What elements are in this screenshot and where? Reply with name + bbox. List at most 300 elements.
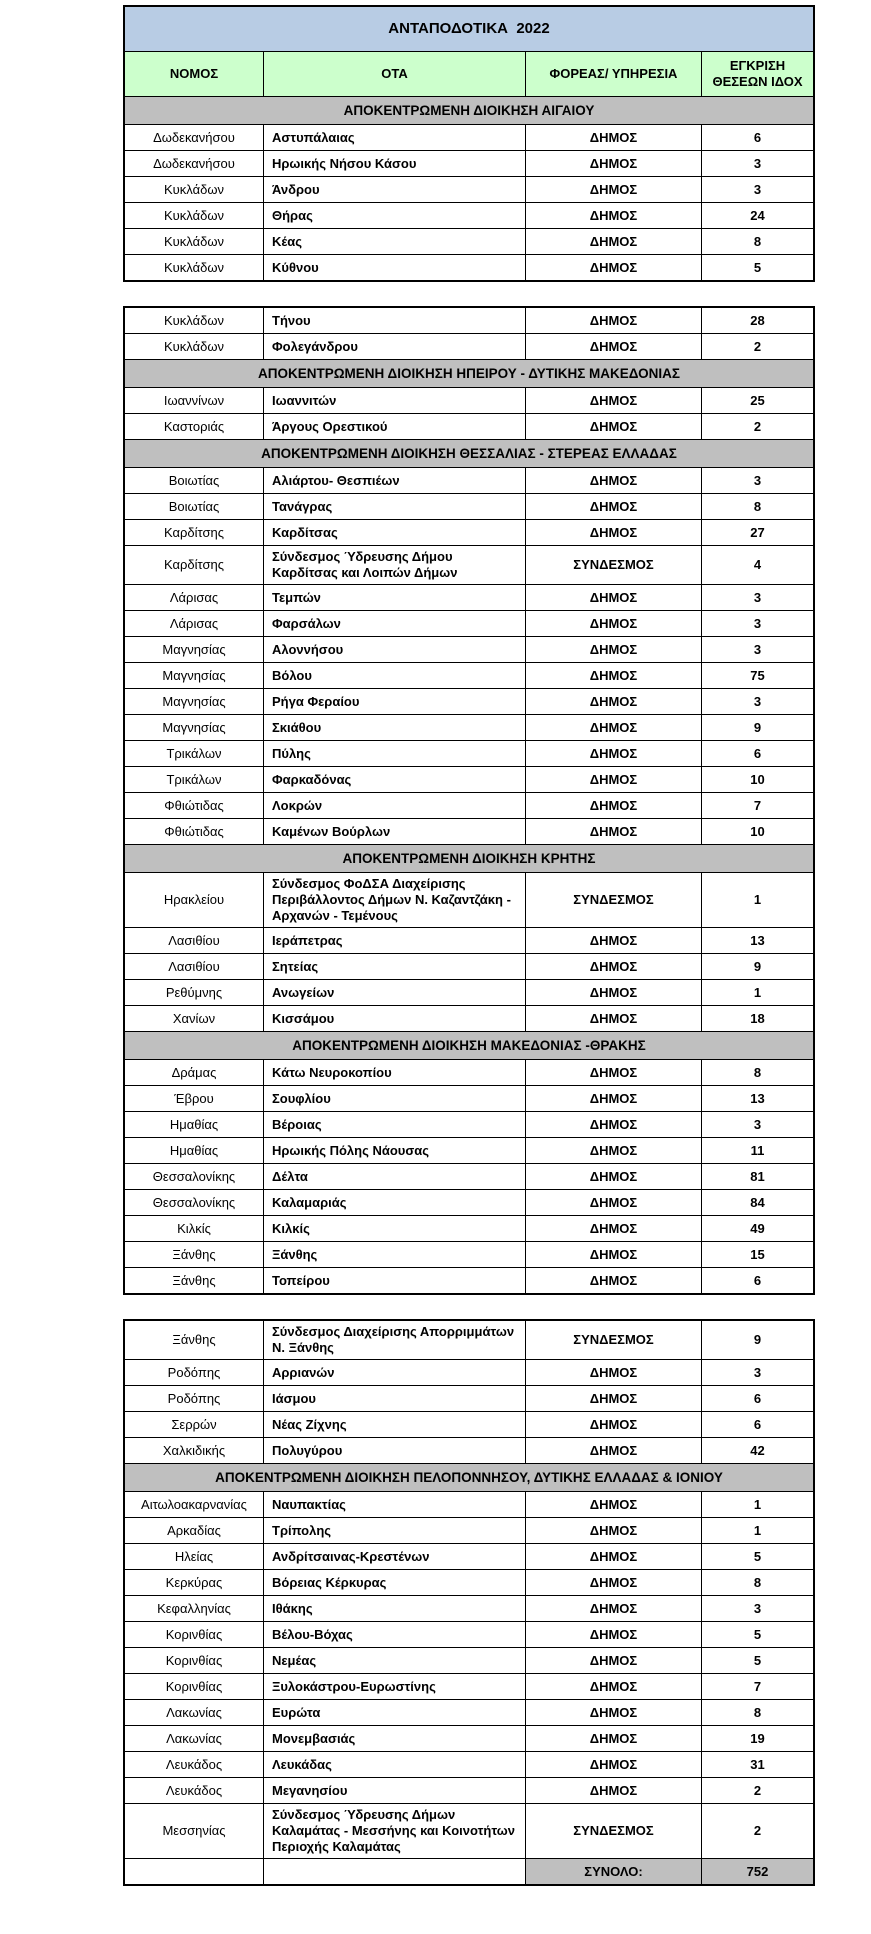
nomos-cell: Λάρισας [125, 585, 264, 610]
ota-cell: Φαρσάλων [264, 611, 526, 636]
ota-cell: Κάτω Νευροκοπίου [264, 1060, 526, 1085]
nomos-cell: Δωδεκανήσου [125, 125, 264, 150]
nomos-cell: Αιτωλοακαρνανίας [125, 1492, 264, 1517]
nomos-cell: Ιωαννίνων [125, 388, 264, 413]
ota-cell: Αστυπάλαιας [264, 125, 526, 150]
foreas-cell: ΔΗΜΟΣ [526, 1518, 702, 1543]
value-cell: 6 [753, 1272, 762, 1288]
ota-cell: Σύνδεσμος Ύδρευσης Δήμου Καρδίτσας και Λοιπών Δήμων [264, 546, 526, 584]
section-header-row [125, 439, 813, 467]
ota-cell: Μεγανησίου [264, 1778, 526, 1803]
section-header: ΑΠΟΚΕΝΤΡΩΜΕΝΗ ΔΙΟΙΚΗΣΗ ΗΠΕΙΡΟΥ - ΔΥΤΙΚΗΣ ΜΑΚΕΔΟΝΙΑΣ [125, 360, 813, 387]
nomos-cell: Τρικάλων [125, 741, 264, 766]
value-cell: 7 [753, 1678, 762, 1694]
foreas-cell: ΔΗΜΟΣ [526, 1596, 702, 1621]
foreas-cell: ΔΗΜΟΣ [526, 1648, 702, 1673]
foreas-cell: ΔΗΜΟΣ [526, 388, 702, 413]
foreas-cell: ΔΗΜΟΣ [526, 980, 702, 1005]
value-cell: 5 [753, 1626, 762, 1642]
nomos-cell: Έβρου [125, 1086, 264, 1111]
table-row [125, 714, 813, 740]
value-cell: 3 [753, 615, 762, 631]
ota-cell: Λευκάδας [264, 1752, 526, 1777]
nomos-cell: Κεφαλληνίας [125, 1596, 264, 1621]
table-row [125, 1569, 813, 1595]
total-empty-nomos-cell [125, 1859, 264, 1884]
foreas-cell: ΔΗΜΟΣ [526, 1360, 702, 1385]
value-cell: 13 [750, 932, 765, 948]
ota-cell: Νεμέας [264, 1648, 526, 1673]
ota-cell: Άργους Ορεστικού [264, 414, 526, 439]
table-row [125, 308, 813, 333]
ota-cell: Ανωγείων [264, 980, 526, 1005]
foreas-cell: ΔΗΜΟΣ [526, 1778, 702, 1803]
value-cell: 25 [750, 392, 765, 408]
ota-cell: Κύθνου [264, 255, 526, 280]
ota-cell: Σύνδεσμος Ύδρευσης Δήμων Καλαμάτας - Μεσσήνης και Κοινοτήτων Περιοχής Καλαμάτας [264, 1804, 526, 1858]
table-row [125, 818, 813, 844]
value-cell: 5 [753, 1652, 762, 1668]
value-cell: 3 [753, 155, 762, 171]
value-cell: 2 [753, 338, 762, 354]
total-label: ΣΥΝΟΛΟ: [526, 1859, 702, 1884]
foreas-cell: ΔΗΜΟΣ [526, 1570, 702, 1595]
value-cell: 1 [753, 1522, 762, 1538]
ota-cell: Ιεράπετρας [264, 928, 526, 953]
foreas-cell: ΔΗΜΟΣ [526, 1242, 702, 1267]
ota-cell: Καλαμαριάς [264, 1190, 526, 1215]
ota-cell: Νέας Ζίχνης [264, 1412, 526, 1437]
value-cell: 6 [753, 1416, 762, 1432]
foreas-cell: ΔΗΜΟΣ [526, 334, 702, 359]
table-row [125, 1517, 813, 1543]
ota-cell: Ανδρίτσαινας-Κρεστένων [264, 1544, 526, 1569]
table-row [125, 1803, 813, 1858]
table-row [125, 953, 813, 979]
table-row [125, 176, 813, 202]
table-row [125, 610, 813, 636]
foreas-cell: ΔΗΜΟΣ [526, 1700, 702, 1725]
table-row [125, 1411, 813, 1437]
foreas-cell: ΔΗΜΟΣ [526, 767, 702, 792]
ota-cell: Σύνδεσμος Διαχείρισης Απορριμμάτων Ν. Ξάνθης [264, 1321, 526, 1359]
nomos-cell: Ροδόπης [125, 1386, 264, 1411]
foreas-cell: ΔΗΜΟΣ [526, 229, 702, 254]
foreas-cell: ΔΗΜΟΣ [526, 1060, 702, 1085]
nomos-cell: Ηλείας [125, 1544, 264, 1569]
ota-cell: Βέλου-Βόχας [264, 1622, 526, 1647]
value-cell: 49 [750, 1220, 765, 1236]
value-cell: 28 [750, 312, 765, 328]
column-header-ota: ΟΤΑ [264, 52, 526, 96]
foreas-cell: ΔΗΜΟΣ [526, 1386, 702, 1411]
value-cell: 3 [753, 589, 762, 605]
page-break-gap-1 [123, 282, 815, 306]
section-header-row [125, 1031, 813, 1059]
value-cell: 24 [750, 207, 765, 223]
table-row [125, 1437, 813, 1463]
ota-cell: Σητείας [264, 954, 526, 979]
foreas-cell: ΔΗΜΟΣ [526, 1752, 702, 1777]
foreas-cell: ΔΗΜΟΣ [526, 414, 702, 439]
ota-cell: Ηρωικής Πόλης Νάουσας [264, 1138, 526, 1163]
table-row [125, 766, 813, 792]
nomos-cell: Μαγνησίας [125, 689, 264, 714]
foreas-cell: ΔΗΜΟΣ [526, 637, 702, 662]
table-row [125, 1267, 813, 1293]
foreas-cell: ΔΗΜΟΣ [526, 741, 702, 766]
table-row [125, 1543, 813, 1569]
value-cell: 5 [753, 1548, 762, 1564]
value-cell: 3 [753, 181, 762, 197]
foreas-cell: ΣΥΝΔΕΣΜΟΣ [526, 873, 702, 927]
value-cell: 31 [750, 1756, 765, 1772]
table-row [125, 740, 813, 766]
ota-cell: Κισσάμου [264, 1006, 526, 1031]
value-cell: 42 [750, 1442, 765, 1458]
value-cell: 8 [753, 498, 762, 514]
nomos-cell: Βοιωτίας [125, 468, 264, 493]
value-cell: 3 [753, 1600, 762, 1616]
ota-cell: Αλιάρτου- Θεσπιέων [264, 468, 526, 493]
table-row [125, 1085, 813, 1111]
foreas-cell: ΣΥΝΔΕΣΜΟΣ [526, 1321, 702, 1359]
ota-cell: Βέροιας [264, 1112, 526, 1137]
nomos-cell: Μαγνησίας [125, 663, 264, 688]
nomos-cell: Σερρών [125, 1412, 264, 1437]
table-row [125, 1491, 813, 1517]
value-cell: 1 [753, 984, 762, 1000]
value-cell: 11 [750, 1142, 765, 1158]
nomos-cell: Λακωνίας [125, 1700, 264, 1725]
table-row [125, 387, 813, 413]
ota-cell: Ιάσμου [264, 1386, 526, 1411]
nomos-cell: Καρδίτσης [125, 520, 264, 545]
foreas-cell: ΔΗΜΟΣ [526, 177, 702, 202]
ota-cell: Ξάνθης [264, 1242, 526, 1267]
table-row [125, 1359, 813, 1385]
table-row [125, 545, 813, 584]
table-row [125, 1321, 813, 1359]
nomos-cell: Ρεθύμνης [125, 980, 264, 1005]
value-cell: 8 [753, 1064, 762, 1080]
table-row [125, 927, 813, 953]
foreas-cell: ΔΗΜΟΣ [526, 663, 702, 688]
value-cell: 8 [753, 1704, 762, 1720]
foreas-cell: ΔΗΜΟΣ [526, 1190, 702, 1215]
ota-cell: Φαρκαδόνας [264, 767, 526, 792]
ota-cell: Ναυπακτίας [264, 1492, 526, 1517]
ota-cell: Λοκρών [264, 793, 526, 818]
value-cell: 7 [753, 797, 762, 813]
table-row [125, 1005, 813, 1031]
ota-cell: Τρίπολης [264, 1518, 526, 1543]
value-cell: 6 [753, 1390, 762, 1406]
foreas-cell: ΔΗΜΟΣ [526, 715, 702, 740]
nomos-cell: Μαγνησίας [125, 637, 264, 662]
table-row [125, 1725, 813, 1751]
ota-cell: Βόλου [264, 663, 526, 688]
foreas-cell: ΔΗΜΟΣ [526, 928, 702, 953]
ota-cell: Πύλης [264, 741, 526, 766]
value-cell: 8 [753, 1574, 762, 1590]
value-cell: 13 [750, 1090, 765, 1106]
ota-cell: Ηρωικής Νήσου Κάσου [264, 151, 526, 176]
ota-cell: Κιλκίς [264, 1216, 526, 1241]
nomos-cell: Ημαθίας [125, 1112, 264, 1137]
nomos-cell: Κυκλάδων [125, 229, 264, 254]
value-cell: 5 [753, 259, 762, 275]
nomos-cell: Κορινθίας [125, 1648, 264, 1673]
ota-cell: Τοπείρου [264, 1268, 526, 1293]
foreas-cell: ΔΗΜΟΣ [526, 819, 702, 844]
value-cell: 6 [753, 745, 762, 761]
foreas-cell: ΔΗΜΟΣ [526, 1268, 702, 1293]
nomos-cell: Ξάνθης [125, 1268, 264, 1293]
foreas-cell: ΔΗΜΟΣ [526, 1086, 702, 1111]
value-cell: 6 [753, 129, 762, 145]
ota-cell: Τεμπών [264, 585, 526, 610]
total-empty-ota-cell [264, 1859, 526, 1884]
column-header-row [125, 51, 813, 96]
table-row [125, 333, 813, 359]
foreas-cell: ΔΗΜΟΣ [526, 611, 702, 636]
nomos-cell: Λακωνίας [125, 1726, 264, 1751]
table-row [125, 979, 813, 1005]
foreas-cell: ΔΗΜΟΣ [526, 1112, 702, 1137]
value-cell: 8 [753, 233, 762, 249]
value-cell: 2 [753, 1823, 762, 1838]
ota-cell: Κέας [264, 229, 526, 254]
foreas-cell: ΔΗΜΟΣ [526, 520, 702, 545]
value-cell: 3 [753, 1116, 762, 1132]
table-row [125, 1241, 813, 1267]
ota-cell: Άνδρου [264, 177, 526, 202]
foreas-cell: ΔΗΜΟΣ [526, 1412, 702, 1437]
ota-cell: Ξυλοκάστρου-Ευρωστίνης [264, 1674, 526, 1699]
foreas-cell: ΔΗΜΟΣ [526, 1164, 702, 1189]
value-cell: 3 [753, 1364, 762, 1380]
foreas-cell: ΔΗΜΟΣ [526, 585, 702, 610]
ota-cell: Ιωαννιτών [264, 388, 526, 413]
table-row [125, 519, 813, 545]
nomos-cell: Ροδόπης [125, 1360, 264, 1385]
page-title: ΑΝΤΑΠΟΔΟΤΙΚΑ 2022 [125, 7, 813, 51]
table-row [125, 1647, 813, 1673]
value-cell: 9 [753, 1332, 762, 1347]
value-cell: 81 [750, 1168, 765, 1184]
ota-cell: Φολεγάνδρου [264, 334, 526, 359]
section-header: ΑΠΟΚΕΝΤΡΩΜΕΝΗ ΔΙΟΙΚΗΣΗ ΜΑΚΕΔΟΝΙΑΣ -ΘΡΑΚΗΣ [125, 1032, 813, 1059]
ota-cell: Αρριανών [264, 1360, 526, 1385]
nomos-cell: Ξάνθης [125, 1321, 264, 1359]
table-row [125, 1163, 813, 1189]
table-row [125, 872, 813, 927]
table-row [125, 1595, 813, 1621]
table-row [125, 1621, 813, 1647]
section-header: ΑΠΟΚΕΝΤΡΩΜΕΝΗ ΔΙΟΙΚΗΣΗ ΑΙΓΑΙΟΥ [125, 97, 813, 124]
table-segment-2 [123, 306, 815, 1295]
nomos-cell: Κυκλάδων [125, 308, 264, 333]
foreas-cell: ΔΗΜΟΣ [526, 1438, 702, 1463]
table-row [125, 688, 813, 714]
foreas-cell: ΣΥΝΔΕΣΜΟΣ [526, 1804, 702, 1858]
nomos-cell: Λευκάδος [125, 1778, 264, 1803]
nomos-cell: Χαλκιδικής [125, 1438, 264, 1463]
foreas-cell: ΔΗΜΟΣ [526, 308, 702, 333]
ota-cell: Ιθάκης [264, 1596, 526, 1621]
table-row [125, 150, 813, 176]
nomos-cell: Λάρισας [125, 611, 264, 636]
foreas-cell: ΔΗΜΟΣ [526, 468, 702, 493]
ota-cell: Ρήγα Φεραίου [264, 689, 526, 714]
foreas-cell: ΔΗΜΟΣ [526, 954, 702, 979]
table-row [125, 413, 813, 439]
section-header-row [125, 844, 813, 872]
ota-cell: Θήρας [264, 203, 526, 228]
value-cell: 10 [750, 771, 765, 787]
page-break-gap-2 [123, 1295, 815, 1319]
nomos-cell: Κυκλάδων [125, 334, 264, 359]
table-row [125, 228, 813, 254]
foreas-cell: ΔΗΜΟΣ [526, 203, 702, 228]
nomos-cell: Κορινθίας [125, 1622, 264, 1647]
nomos-cell: Λασιθίου [125, 928, 264, 953]
ota-cell: Πολυγύρου [264, 1438, 526, 1463]
ota-cell: Δέλτα [264, 1164, 526, 1189]
nomos-cell: Λασιθίου [125, 954, 264, 979]
foreas-cell: ΔΗΜΟΣ [526, 1216, 702, 1241]
table-row [125, 124, 813, 150]
foreas-cell: ΔΗΜΟΣ [526, 1138, 702, 1163]
value-cell: 19 [750, 1730, 765, 1746]
value-cell: 2 [753, 1782, 762, 1798]
table-row [125, 493, 813, 519]
section-header-row [125, 359, 813, 387]
nomos-cell: Καστοριάς [125, 414, 264, 439]
ota-cell: Μονεμβασιάς [264, 1726, 526, 1751]
value-cell: 4 [753, 557, 762, 572]
table-segment-3 [123, 1319, 815, 1886]
foreas-cell: ΔΗΜΟΣ [526, 255, 702, 280]
section-header-row [125, 96, 813, 124]
value-cell: 3 [753, 472, 762, 488]
value-cell: 10 [750, 823, 765, 839]
ota-cell: Αλοννήσου [264, 637, 526, 662]
nomos-cell: Μαγνησίας [125, 715, 264, 740]
value-cell: 9 [753, 719, 762, 735]
value-cell: 27 [750, 524, 765, 540]
antapodotika-table [123, 5, 815, 1886]
table-row [125, 1111, 813, 1137]
value-cell: 15 [750, 1246, 765, 1262]
table-row [125, 636, 813, 662]
table-row [125, 1699, 813, 1725]
nomos-cell: Τρικάλων [125, 767, 264, 792]
value-cell: 2 [753, 418, 762, 434]
table-row [125, 467, 813, 493]
nomos-cell: Κερκύρας [125, 1570, 264, 1595]
nomos-cell: Θεσσαλονίκης [125, 1190, 264, 1215]
nomos-cell: Κυκλάδων [125, 255, 264, 280]
table-row [125, 662, 813, 688]
nomos-cell: Κυκλάδων [125, 203, 264, 228]
foreas-cell: ΔΗΜΟΣ [526, 793, 702, 818]
value-cell: 9 [753, 958, 762, 974]
ota-cell: Σκιάθου [264, 715, 526, 740]
value-cell: 3 [753, 641, 762, 657]
ota-cell: Τανάγρας [264, 494, 526, 519]
value-cell: 3 [753, 693, 762, 709]
table-row [125, 1673, 813, 1699]
total-value: 752 [702, 1859, 813, 1884]
table-row [125, 1751, 813, 1777]
ota-cell: Καρδίτσας [264, 520, 526, 545]
nomos-cell: Ξάνθης [125, 1242, 264, 1267]
foreas-cell: ΔΗΜΟΣ [526, 1674, 702, 1699]
nomos-cell: Δράμας [125, 1060, 264, 1085]
nomos-cell: Φθιώτιδας [125, 793, 264, 818]
ota-cell: Σύνδεσμος ΦοΔΣΑ Διαχείρισης Περιβάλλοντος Δήμων Ν. Καζαντζάκη - Αρχανών - Τεμένους [264, 873, 526, 927]
ota-cell: Σουφλίου [264, 1086, 526, 1111]
table-row [125, 254, 813, 280]
table-row [125, 1137, 813, 1163]
foreas-cell: ΔΗΜΟΣ [526, 125, 702, 150]
foreas-cell: ΔΗΜΟΣ [526, 689, 702, 714]
ota-cell: Ευρώτα [264, 1700, 526, 1725]
column-header-egkrisi: ΕΓΚΡΙΣΗ ΘΕΣΕΩΝ ΙΔΟΧ [702, 52, 813, 96]
nomos-cell: Μεσσηνίας [125, 1804, 264, 1858]
table-row [125, 1385, 813, 1411]
nomos-cell: Λευκάδος [125, 1752, 264, 1777]
value-cell: 84 [750, 1194, 765, 1210]
foreas-cell: ΔΗΜΟΣ [526, 1492, 702, 1517]
table-row [125, 1777, 813, 1803]
table-row [125, 1189, 813, 1215]
section-header: ΑΠΟΚΕΝΤΡΩΜΕΝΗ ΔΙΟΙΚΗΣΗ ΠΕΛΟΠΟΝΝΗΣΟΥ, ΔΥΤΙΚΗΣ ΕΛΛΑΔΑΣ & ΙΟΝΙΟΥ [125, 1464, 813, 1491]
nomos-cell: Κυκλάδων [125, 177, 264, 202]
section-header: ΑΠΟΚΕΝΤΡΩΜΕΝΗ ΔΙΟΙΚΗΣΗ ΚΡΗΤΗΣ [125, 845, 813, 872]
value-cell: 1 [753, 892, 762, 907]
column-header-foreas: ΦΟΡΕΑΣ/ ΥΠΗΡΕΣΙΑ [526, 52, 702, 96]
foreas-cell: ΔΗΜΟΣ [526, 1544, 702, 1569]
nomos-cell: Φθιώτιδας [125, 819, 264, 844]
nomos-cell: Θεσσαλονίκης [125, 1164, 264, 1189]
ota-cell: Τήνου [264, 308, 526, 333]
table-row [125, 1215, 813, 1241]
nomos-cell: Αρκαδίας [125, 1518, 264, 1543]
column-header-nomos: ΝΟΜΟΣ [125, 52, 264, 96]
total-row [125, 1858, 813, 1884]
foreas-cell: ΔΗΜΟΣ [526, 1006, 702, 1031]
nomos-cell: Ημαθίας [125, 1138, 264, 1163]
nomos-cell: Κιλκίς [125, 1216, 264, 1241]
ota-cell: Βόρειας Κέρκυρας [264, 1570, 526, 1595]
table-segment-1 [123, 5, 815, 282]
table-row [125, 202, 813, 228]
section-header-row [125, 1463, 813, 1491]
ota-cell: Καμένων Βούρλων [264, 819, 526, 844]
foreas-cell: ΔΗΜΟΣ [526, 151, 702, 176]
nomos-cell: Δωδεκανήσου [125, 151, 264, 176]
foreas-cell: ΔΗΜΟΣ [526, 494, 702, 519]
table-row [125, 584, 813, 610]
nomos-cell: Χανίων [125, 1006, 264, 1031]
table-row [125, 792, 813, 818]
nomos-cell: Κορινθίας [125, 1674, 264, 1699]
nomos-cell: Ηρακλείου [125, 873, 264, 927]
nomos-cell: Βοιωτίας [125, 494, 264, 519]
